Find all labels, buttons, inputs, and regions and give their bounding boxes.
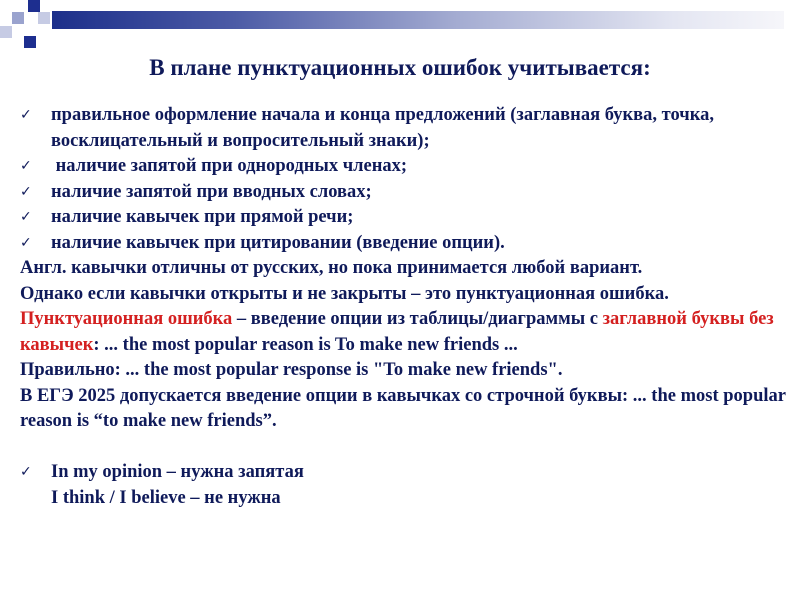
- check-icon: ✓: [20, 209, 32, 225]
- check-icon: ✓: [20, 234, 32, 251]
- correct-note: Правильно: ... the most popular response is "To make new friends".: [20, 360, 563, 380]
- decor-square: [12, 12, 24, 24]
- error-text-2: : ... the most popular reason is To make new friends ...: [93, 334, 518, 355]
- error-label: Пунктуационная ошибка: [20, 309, 233, 329]
- list-item-text: наличие запятой при однородных членах;: [51, 156, 408, 176]
- list-item: [20, 103, 790, 154]
- decor-square: [28, 0, 40, 12]
- ege-note: В ЕГЭ 2025 допускается введение опции в кавычках со строчной буквы: ... the most popular reason is “to make new friends”.: [20, 385, 786, 431]
- criteria-list: [20, 103, 790, 256]
- error-text-1: – введение опции из таблицы/диаграммы с: [232, 309, 603, 329]
- header-gradient-bar: [52, 11, 784, 29]
- list-item: [20, 205, 790, 231]
- list-item: [20, 231, 790, 257]
- list-item-text: наличие запятой при вводных словах;: [51, 181, 372, 202]
- decor-square: [38, 12, 50, 24]
- opinion-line-1: In my opinion – нужна запятая: [51, 462, 304, 482]
- quotes-note: Англ. кавычки отличны от русских, но пока принимается любой вариант.: [20, 258, 643, 278]
- check-icon: ✓: [20, 183, 32, 200]
- error-label-2: заглавной буквы без кавычек: [20, 309, 774, 355]
- decor-square: [24, 36, 36, 48]
- opinion-item: [20, 460, 790, 486]
- list-item: [20, 180, 790, 206]
- list-item-text: наличие кавычек при цитировании (введение опции).: [51, 232, 505, 253]
- list-item-text: правильное оформление начала и конца предложений (заглавная буква, точка, восклицательный и вопросительный знаки);: [51, 105, 714, 151]
- check-icon: ✓: [20, 107, 32, 123]
- list-item: [20, 154, 790, 180]
- opinion-line-2: I think / I believe – не нужна: [51, 487, 281, 508]
- open-close-note: Однако если кавычки открыты и не закрыты – это пунктуационная ошибка.: [20, 283, 669, 304]
- decor-square: [0, 26, 12, 38]
- error-note: [20, 307, 790, 358]
- slide-title: В плане пунктуационных ошибок учитывается:: [149, 55, 651, 80]
- spacer: [20, 435, 790, 461]
- check-icon: ✓: [20, 464, 32, 480]
- list-item-text: наличие кавычек при прямой речи;: [51, 207, 354, 227]
- opinion-line-2-wrap: [20, 486, 790, 512]
- header-decoration: [0, 0, 800, 60]
- check-icon: ✓: [20, 158, 32, 174]
- slide-content: [20, 103, 790, 511]
